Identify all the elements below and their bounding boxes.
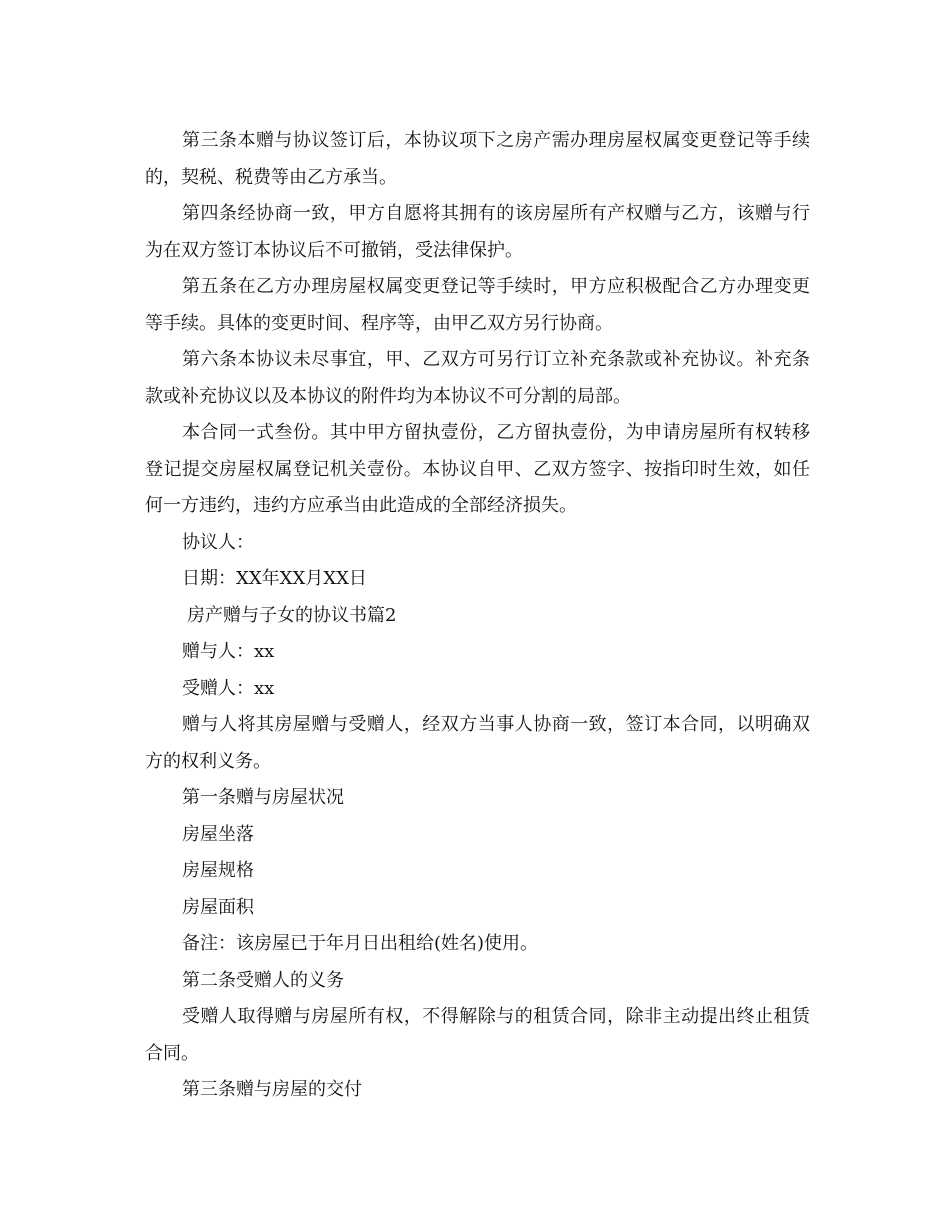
clause-3-tax: 第三条本赠与协议签订后，本协议项下之房产需办理房屋权属变更登记等手续的，契税、税费等由乙方承当。 [145, 130, 810, 188]
clause-6-supplement: 第六条本协议未尽事宜，甲、乙双方可另行订立补充条款或补充协议。补充条款或补充协议以及本协议的附件均为本协议不可分割的局部。 [145, 349, 810, 407]
section-title: 房产赠与子女的协议书篇2 [187, 604, 397, 626]
donee-line: 受赠人：xx [182, 677, 275, 699]
clause-4-irrevocable: 第四条经协商一致，甲方自愿将其拥有的该房屋所有产权赠与乙方，该赠与行为在双方签订本协议后不可撤销，受法律保护。 [145, 203, 810, 261]
article-2-heading: 第二条受赠人的义务 [182, 969, 344, 991]
signatory-label: 协议人： [182, 531, 254, 553]
donor-line: 赠与人：xx [182, 641, 275, 662]
intro-paragraph: 赠与人将其房屋赠与受赠人，经双方当事人协商一致，签订本合同，以明确双方的权利义务。 [145, 714, 810, 772]
article-3-heading: 第三条赠与房屋的交付 [182, 1079, 362, 1100]
article-1-heading: 第一条赠与房屋状况 [182, 787, 344, 808]
remark-line: 备注：该房屋已于年月日出租给(姓名)使用。 [182, 933, 539, 954]
article-2-body: 受赠人取得赠与房屋所有权，不得解除与的租赁合同，除非主动提出终止租赁合同。 [145, 1006, 810, 1064]
property-spec: 房屋规格 [182, 860, 254, 881]
clause-5-transfer: 第五条在乙方办理房屋权属变更登记等手续时，甲方应积极配合乙方办理变更等手续。具体的变更时间、程序等，由甲乙双方另行协商。 [145, 276, 810, 334]
property-location: 房屋坐落 [182, 823, 254, 845]
date-line: 日期：XX年XX月XX日 [182, 568, 367, 589]
property-area: 房屋面积 [182, 896, 254, 918]
copies-paragraph: 本合同一式叁份。其中甲方留执壹份，乙方留执壹份，为申请房屋所有权转移登记提交房屋权属登记机关壹份。本协议自甲、乙双方签字、按指印时生效，如任何一方违约，违约方应承当由此造成的全部经济损失。 [145, 422, 810, 516]
document-body [145, 123, 810, 1109]
